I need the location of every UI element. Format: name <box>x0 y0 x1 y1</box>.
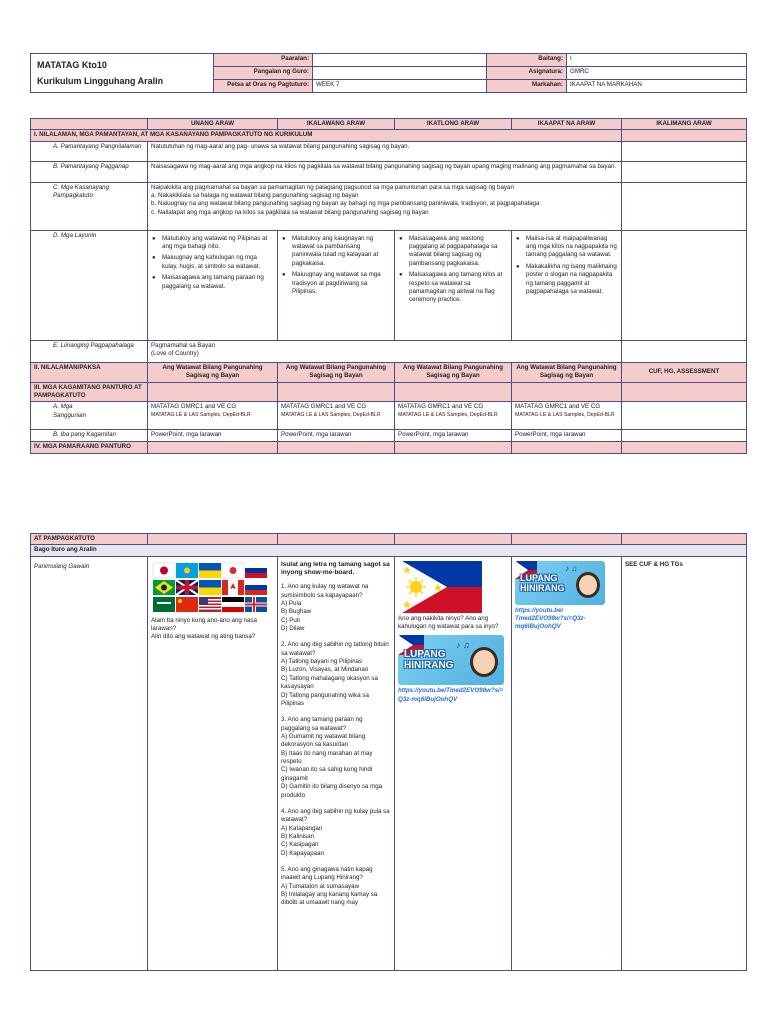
s4-blank-5 <box>622 442 747 453</box>
option: B) Bughaw <box>281 608 312 616</box>
video-link[interactable]: https://youtu.be/ Tmed2EVO98w?si=Q3z- mq6lBujOohQV <box>515 606 586 631</box>
day-header-blank <box>31 119 148 130</box>
ref-main: MATATAG GMRC1 and VE CG <box>515 403 601 411</box>
markahan-value: IKAAPAT NA MARKAHAN <box>567 80 747 93</box>
day1-activity <box>148 556 278 970</box>
objective-item: ● Maiuugnay ang watawat sa mga tradisyon at pagdiriwang sa Pilipinas. <box>292 271 391 296</box>
day3-question: Ano ang nakikita ninyo? Ano ang kahulugan ng watawat para sa inyo? <box>398 614 499 631</box>
s3-blank-5 <box>622 382 747 402</box>
objective-item: ● Maiisa-isa at maipapaliwanag ang mga kilos na nagpapakita ng tamang paggalang sa watawat. <box>526 235 618 260</box>
lupang-hinirang-thumbnail <box>515 561 605 605</box>
ref-main: MATATAG GMRC1 and VE CG <box>151 403 237 411</box>
objective-item: ● Maisasagawa ang tamang kilos at respeto sa watawat sa pamamagitan ng aktwal na flag ceremony practice. <box>409 271 508 304</box>
option: D) Tatlong pangunahing wika sa Pilipinas <box>281 691 369 707</box>
baitang-value: I <box>567 54 747 67</box>
row-e-text <box>148 340 622 362</box>
references-day2 <box>278 402 395 430</box>
music-note-icon: ♪ ♫ <box>565 563 578 573</box>
section-3-title: III. MGA KAGAMITANG PANTURO AT PAMPAGKATUTO <box>31 382 148 402</box>
row-e-blank <box>622 340 747 362</box>
ref-main: MATATAG GMRC1 and VE CG <box>281 403 367 411</box>
row-e-line-1: Pagmamahal sa Bayan <box>151 341 215 349</box>
paaralan-value <box>313 54 487 67</box>
day-header-2: IKALAWANG ARAW <box>278 119 395 130</box>
p2-blank-1 <box>148 534 278 545</box>
philippine-flag-image <box>402 561 482 613</box>
s4-blank-3 <box>395 442 512 453</box>
references-day3 <box>395 402 512 430</box>
video-link[interactable]: https://youtu.be/Tmed2EVO98w?si=Q3z-mq6lBujOohQV <box>398 687 504 703</box>
option: C) Puti <box>281 616 300 624</box>
section-1-title: I. NILALAMAN, MGA PAMANTAYAN, AT MGA KASANAYANG PAMPAGKATUTO NG KURIKULUM <box>31 130 622 141</box>
lupang-hinirang-thumbnail <box>398 635 504 685</box>
topic-day5: CUF, HG, ASSESSMENT <box>622 362 747 382</box>
row-c-line-2: b. Naiuugnay na ang watawat bilang pangunahing sagisag ng bayan ay bahagi ng mga pambansang paniniwala, tradisyon, at pagpapahalaga <box>151 200 540 208</box>
lupang-title: LUPANG HINIRANG <box>404 649 454 672</box>
objective-item: ● Maisasagawa ang wastong paggalang at pagpapahalaga sa watawat bilang sagisag ng pambansang pagkakaisa. <box>409 235 508 268</box>
ref-sub: MATATAG LE & LAS Samples, DepEd-BLR <box>281 411 381 418</box>
panimula-label: Panimulang Gawain <box>31 556 148 970</box>
row-b-blank <box>622 161 747 182</box>
quiz-question <box>281 808 391 858</box>
title-cell <box>31 54 214 93</box>
day4-activity <box>512 556 622 970</box>
day5-note: SEE CUF & HG TGs <box>622 556 747 970</box>
row-c-line-0: Naipakikita ang pagmamahal sa bayan sa pamamagitan ng palagiang pagsunod sa mga panuntunan para sa mga sagisag ng bayan <box>151 183 514 191</box>
row-c-label: C. Mga Kasanayang Pampagkatuto <box>31 182 148 230</box>
option: B) Kalinisan <box>281 832 315 840</box>
materials-day1: PowerPoint, mga larawan <box>148 430 278 442</box>
music-note-icon: ♪ ♫ <box>456 640 470 651</box>
section-4-title: IV. MGA PAMARAANG PANTURO <box>31 442 148 453</box>
objectives-day2 <box>278 230 395 340</box>
quiz-instruction: Isulat ang letra ng tamang sagot sa inyong show-me-board. <box>281 560 390 577</box>
doc-title: MATATAG Kto10 <box>37 60 107 71</box>
references-day1 <box>148 402 278 430</box>
day2-quiz <box>278 556 395 970</box>
day-header-5: IKALIMANG ARAW <box>622 119 747 130</box>
references-day5 <box>622 402 747 430</box>
option: D) Dilaw <box>281 625 305 633</box>
option: D) Gamitin ito bilang disenyo sa mga produkto <box>281 783 383 799</box>
s3-blank-3 <box>395 382 512 402</box>
materials-day4: PowerPoint, mga larawan <box>512 430 622 442</box>
topic-day1: Ang Watawat Bilang Pangunahing Sagisag ng Bayan <box>148 362 278 382</box>
topic-day3: Ang Watawat Bilang Pangunahing Sagisag ng Bayan <box>395 362 512 382</box>
option: C) Iwanan ito sa sahig kung hindi ginagamit <box>281 766 373 782</box>
objectives-day3 <box>395 230 512 340</box>
row-a-text: Natututuhan ng mag-aaral ang pag- unawa sa watawat bilang pangunahing sagisag ng bayan. <box>148 141 622 161</box>
row-3b-label: B. Iba pang Kagamitan <box>31 430 148 442</box>
option: C) Kasipagan <box>281 841 319 849</box>
day3-activity <box>395 556 512 970</box>
lesson-table <box>30 118 747 454</box>
p2-blank-4 <box>512 534 622 545</box>
question-text: 1. Ano ang kulay ng watawat na sumisimbolo sa kapayapaan? <box>281 583 369 599</box>
quiz-question <box>281 866 391 908</box>
objective-item: ● Matutukoy ang watawat ng Pilipinas at ang mga bahagi nito. <box>162 235 274 252</box>
petsa-label: Petsa at Oras ng Pagtuturo: <box>214 80 313 93</box>
ref-sub: MATATAG LE & LAS Samples, DepEd-BLR <box>515 411 615 418</box>
s4-blank-4 <box>512 442 622 453</box>
markahan-label: Markahan: <box>487 80 567 93</box>
row-c-line-1: a. Nakakikilala sa halaga ng watawat bilang pangunahing sagisag ng bayan <box>151 192 359 200</box>
objective-item: ● Matutukoy ang kaugnayan ng watawat sa pambansang paniniwala tulad ng kalayaan at pagkakaisa. <box>292 235 391 268</box>
option: A) Tumatalon at sumasayaw <box>281 882 360 890</box>
question-text: 4. Ano ang ibig sabihin ng kulay pula sa watawat? <box>281 807 390 824</box>
question-text: 5. Ano ang ginagawa natin kapag inaawit ang Lupang Hinirang? <box>281 866 373 882</box>
option: A) Pula <box>281 599 302 607</box>
day-header-3: IKATLONG ARAW <box>395 119 512 130</box>
doc-subtitle: Kurikulum Lingguhang Aralin <box>37 75 164 86</box>
lupang-title: LUPANG HINIRANG <box>520 572 565 593</box>
girl-singing-icon <box>470 647 498 677</box>
objective-item: ● Makakalikha ng isang malikhaing poster o slogan na nagpapakita ng tamang paggamit at pagpapahalaga sa watawat. <box>526 263 618 296</box>
section-2-title: II. NILALAMAN/PAKSA <box>31 362 148 382</box>
ref-sub: MATATAG LE & LAS Samples, DepEd-BLR <box>398 411 498 418</box>
topic-day2: Ang Watawat Bilang Pangunahing Sagisag ng Bayan <box>278 362 395 382</box>
header-table <box>30 53 747 93</box>
s3-blank-1 <box>148 382 278 402</box>
objective-item: ● Maiuugnay ang kahulugan ng mga kulay, hugis, at simbolo sa watawat. <box>162 254 274 271</box>
row-b-label: B. Pamantayang Pagganap <box>31 161 148 182</box>
quiz-question <box>281 583 391 633</box>
s4-blank-1 <box>148 442 278 453</box>
option: A) Tatlong bayani ng Pilipinas <box>281 658 363 666</box>
option: A) Gumamit ng watawat bilang dekorasyon sa kasuotan <box>281 733 366 749</box>
quiz-question <box>281 716 391 800</box>
objective-item: ● Maisasagawa ang tamang paraan ng paggalang sa watawat. <box>162 274 274 291</box>
girl-singing-icon <box>576 572 600 598</box>
option: B) Luzon, Visayas, at Mindanao <box>281 666 369 674</box>
day-header-1: UNANG ARAW <box>148 119 278 130</box>
option: A) Katapangan <box>281 824 323 832</box>
row-e-label: E. Liinanging Pagpapahalaga <box>31 340 148 362</box>
baitang-label: Baitang: <box>487 54 567 67</box>
references-day4 <box>512 402 622 430</box>
option: B) Inilalagay ang kanang kamay sa dibdib at umaawit nang may <box>281 891 378 907</box>
p2-blank-5 <box>622 534 747 545</box>
asignatura-value: GMRC <box>567 67 747 80</box>
row-d-label: D. Mga Layunin <box>31 230 148 340</box>
row-e-line-2: (Love of Country) <box>151 350 199 358</box>
p2-blank-2 <box>278 534 395 545</box>
materials-day3: PowerPoint, mga larawan <box>395 430 512 442</box>
question-text: 2. Ano ang ibig sabihin ng tatlong bituin sa watawat? <box>281 641 389 657</box>
materials-day5 <box>622 430 747 442</box>
s4-blank-2 <box>278 442 395 453</box>
day-header-4: IKAAPAT NA ARAW <box>512 119 622 130</box>
paaralan-label: Paaralan: <box>214 54 313 67</box>
option: B) Itaas ito nang marahan at may respeto <box>281 749 373 766</box>
asignatura-label: Asignatura: <box>487 67 567 80</box>
s3-blank-2 <box>278 382 395 402</box>
row-c-line-3: c. Nailalapat ang mga angkop na kilos sa pagkilala sa watawat bilang pangunahing sagisag ng bayan <box>151 208 429 216</box>
objectives-day5 <box>622 230 747 340</box>
quiz-question <box>281 641 391 708</box>
section-1-blank <box>622 130 747 141</box>
row-b-text: Naisasagawa ng mag-aaral ang mga angkop na kilos ng pagkilala sa watawat bilang pangunahing sagisag ng bayan upang maging malinang ang pagmamahal sa bayan. <box>148 161 622 182</box>
guro-value <box>313 67 487 80</box>
ref-main: MATATAG GMRC1 and VE CG <box>398 403 484 411</box>
topic-day4: Ang Watawat Bilang Pangunahing Sagisag ng Bayan <box>512 362 622 382</box>
bago-ituro-label: Bago Ituro ang Aralin <box>31 545 747 556</box>
row-a-blank <box>622 141 747 161</box>
row-c-blank <box>622 182 747 230</box>
objectives-day1 <box>148 230 278 340</box>
objectives-day4 <box>512 230 622 340</box>
guro-label: Pangalan ng Guro: <box>214 67 313 80</box>
day1-question: Alam ba ninyo kung ano-ano ang nasa larawan? Alin dito ang watawat ng ating bansa? <box>151 616 257 641</box>
s3-blank-4 <box>512 382 622 402</box>
option: D) Kapayapaan <box>281 849 324 857</box>
lesson-table-continued <box>30 533 747 971</box>
row-3a-label: A. Mga Sanggunian <box>31 402 148 430</box>
row-a-label: A. Pamantayang Pangnilalaman <box>31 141 148 161</box>
question-text: 3. Ano ang tamang paraan ng paggalang sa watawat? <box>281 716 363 732</box>
p2-blank-3 <box>395 534 512 545</box>
ref-sub: MATATAG LE & LAS Samples, DepEd-BLR <box>151 411 251 418</box>
option: C) Tatlong mahalagang okasyon sa kasaysayan <box>281 674 378 691</box>
petsa-value: WEEK 7 <box>313 80 487 93</box>
row-c-text <box>148 182 622 230</box>
world-flags-image <box>151 561 269 615</box>
materials-day2: PowerPoint, mga larawan <box>278 430 395 442</box>
at-pampagkatuto-label: AT PAMPAGKATUTO <box>31 534 148 545</box>
